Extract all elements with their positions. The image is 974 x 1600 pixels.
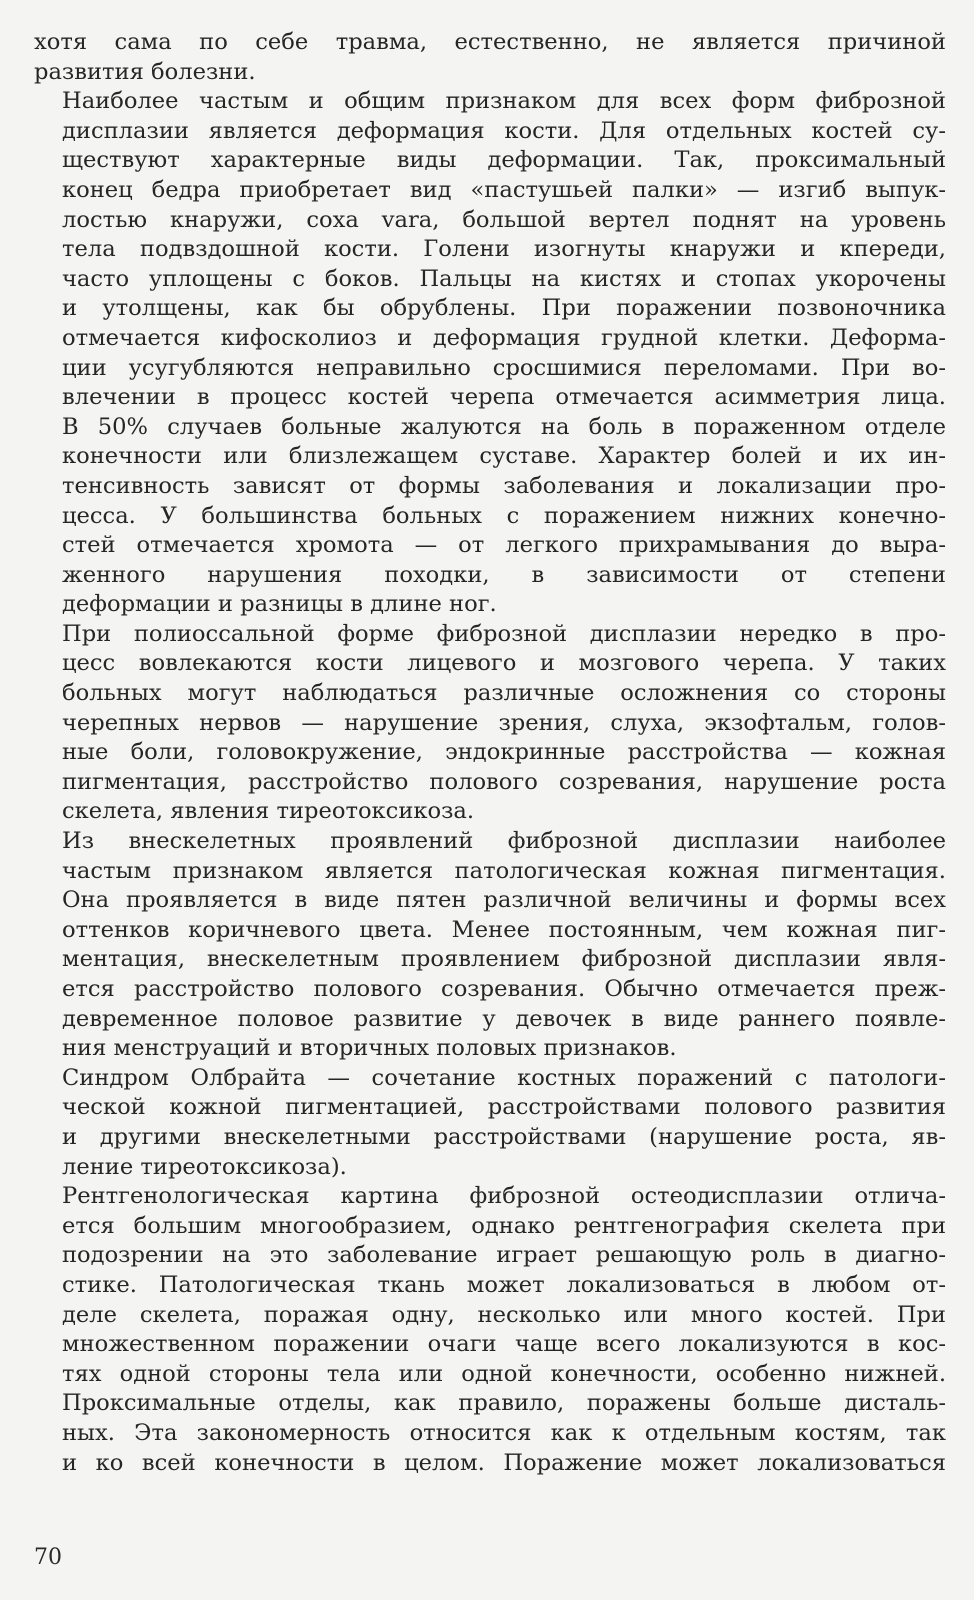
paragraph — [34, 1064, 946, 1182]
text-line: женного нарушения походки, в зависимости от степени — [62, 561, 946, 588]
text-line: развития болезни. — [34, 58, 256, 85]
text-line: тела подвздошной кости. Голени изогнуты кнаружи и кпереди, — [62, 236, 946, 263]
text-line: дисплазии является деформация кости. Для отдельных костей су- — [62, 117, 946, 144]
text-line: деформации и разницы в длине ног. — [62, 591, 497, 618]
text-line: ные боли, головокружение, эндокринные расстройства — кожная — [62, 739, 946, 766]
text-line: деле скелета, поражая одну, несколько или много костей. При — [62, 1301, 946, 1328]
text-line: ется большим многообразием, однако рентгенография скелета при — [62, 1212, 946, 1239]
paragraph — [34, 1182, 946, 1478]
paragraph — [34, 827, 946, 1064]
text-line: и утолщены, как бы обрублены. При поражении позвоночника — [62, 295, 946, 322]
text-line: оттенков коричневого цвета. Менее постоянным, чем кожная пиг- — [62, 916, 946, 943]
text-line: конечности или близлежащем суставе. Характер болей и их ин- — [62, 443, 946, 470]
text-line: частым признаком является патологическая кожная пигментация. — [62, 857, 946, 884]
text-line: Рентгенологическая картина фиброзной остеодисплазии отлича- — [62, 1183, 946, 1210]
text-line: пигментация, расстройство полового созревания, нарушение роста — [62, 768, 946, 795]
text-line: черепных нервов — нарушение зрения, слуха, экзофтальм, голов- — [62, 709, 946, 736]
text-line: ется расстройство полового созревания. Обычно отмечается преж- — [62, 976, 946, 1002]
text-line: Из внескелетных проявлений фиброзной дисплазии наиболее — [62, 828, 946, 855]
text-line: ментация, внескелетным проявлением фиброзной дисплазии явля- — [62, 946, 946, 973]
text-line: стике. Патологическая ткань может локализоваться в любом от- — [62, 1271, 946, 1298]
text-line: При полиоссальной форме фиброзной дисплазии нередко в про- — [62, 620, 946, 647]
text-line: В 50% случаев больные жалуются на боль в пораженном отделе — [62, 413, 946, 440]
text-line: конец бедра приобретает вид «пастушьей палки» — изгиб выпук- — [62, 176, 946, 203]
text-line: ции усугубляются неправильно сросшимися переломами. При во- — [62, 354, 946, 381]
text-line: Она проявляется в виде пятен различной величины и формы всех — [62, 887, 946, 914]
paragraph — [34, 87, 946, 620]
text-line: и другими внескелетными расстройствами (нарушение роста, яв- — [62, 1123, 946, 1150]
text-line: цесс вовлекаются кости лицевого и мозгового черепа. У таких — [62, 650, 946, 677]
text-line: отмечается кифосколиоз и деформация грудной клетки. Деформа- — [62, 324, 946, 351]
text-line: ществуют характерные виды деформации. Так, проксимальный — [62, 147, 946, 174]
text-line: стей отмечается хромота — от легкого прихрамывания до выра- — [62, 532, 946, 559]
text-line: Проксимальные отделы, как правило, поражены больше дисталь- — [62, 1390, 946, 1417]
text-line: часто уплощены с боков. Пальцы на кистях и стопах укорочены — [62, 265, 946, 292]
text-line: больных могут наблюдаться различные осложнения со стороны — [62, 680, 946, 707]
paragraph — [34, 620, 946, 827]
text-line: тях одной стороны тела или одной конечности, особенно нижней. — [62, 1360, 946, 1387]
text-line: цесса. У большинства больных с поражением нижних конечно- — [62, 502, 946, 529]
text-line: и ко всей конечности в целом. Поражение может локализоваться — [62, 1449, 946, 1476]
text-line: множественном поражении очаги чаще всего локализуются в кос- — [62, 1331, 946, 1358]
text-line: девременное половое развитие у девочек в виде раннего появле- — [62, 1005, 946, 1032]
text-line: ных. Эта закономерность относится как к отдельным костям, так — [62, 1419, 946, 1446]
paragraph — [34, 28, 946, 87]
text-line: Синдром Олбрайта — сочетание костных поражений с патологи- — [62, 1064, 946, 1091]
text-line: подозрении на это заболевание играет решающую роль в диагно- — [62, 1242, 946, 1269]
text-line: тенсивность зависят от формы заболевания и локализации про- — [62, 472, 946, 499]
text-line: влечении в процесс костей черепа отмечается асимметрия лица. — [62, 384, 946, 411]
text-line: ния менструаций и вторичных половых признаков. — [62, 1035, 677, 1062]
text-line: ление тиреотоксикоза). — [62, 1153, 347, 1180]
text-line: скелета, явления тиреотоксикоза. — [62, 798, 475, 825]
text-line: лостью кнаружи, coxa vara, большой вертел поднят на уровень — [62, 206, 946, 233]
text-line: Наиболее частым и общим признаком для всех форм фиброзной — [62, 88, 946, 115]
text-line: ческой кожной пигментацией, расстройствами полового развития — [62, 1094, 946, 1121]
text-line: хотя сама по себе травма, естественно, не является причиной — [34, 29, 946, 55]
book-page-text — [34, 28, 946, 1478]
page-number: 70 — [34, 1545, 62, 1570]
